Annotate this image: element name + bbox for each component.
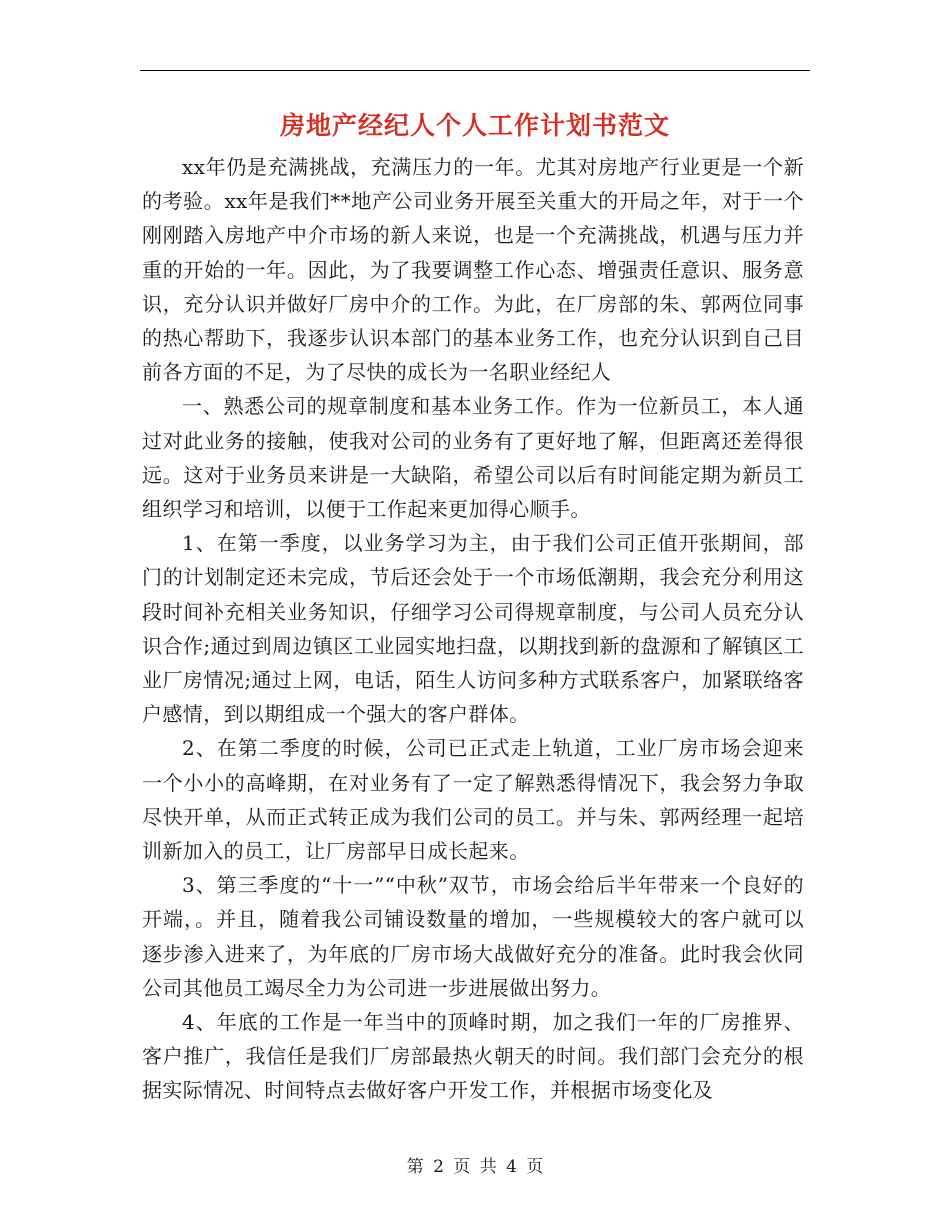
paragraph-quarter-3: 3、第三季度的“十一”“中秋”双节，市场会给后半年带来一个良好的开端，。并且，随着我公司铺设数量的增加，一些规模较大的客户就可以逐步渗入进来了，为年底的厂房市场大战做好充分的准备。此时我会伙同公司其他员工竭尽全力为公司进一步进展做出努力。: [142, 873, 804, 1000]
document-title: 房地产经纪人个人工作计划书范文: [279, 111, 670, 140]
paragraph-section-1: 一、熟悉公司的规章制度和基本业务工作。作为一位新员工，本人通过对此业务的接触，使我对公司的业务有了更好地了解，但距离还差得很远。这对于业务员来讲是一大缺陷，希望公司以后有时间能定期为新员工组织学习和培训，以便于工作起来更加得心顺手。: [142, 394, 804, 522]
page-number: 第 2 页 共 4 页: [406, 1157, 544, 1177]
paragraph-year-end: 4、年底的工作是一年当中的顶峰时期，加之我们一年的厂房推界、客户推广，我信任是我们厂房部最热火朝天的时间。我们部门会充分的根据实际情况、时间特点去做好客户开发工作，并根据市场变化及: [142, 1010, 804, 1103]
paragraph-quarter-2: 2、在第二季度的时候，公司已正式走上轨道，工业厂房市场会迎来一个小小的高峰期，在对业务有了一定了解熟悉得情况下，我会努力争取尽快开单，从而正式转正成为我们公司的员工。并与朱、郭两经理一起培训新加入的员工，让厂房部早日成长起来。: [142, 736, 804, 864]
paragraph-quarter-1: 1、在第一季度，以业务学习为主，由于我们公司正值开张期间，部门的计划制定还未完成，节后还会处于一个市场低潮期，我会充分利用这段时间补充相关业务知识，仔细学习公司得规章制度，与公司人员充分认识合作;通过到周边镇区工业园实地扫盘，以期找到新的盘源和了解镇区工业厂房情况;通过上网，电话，陌生人访问多种方式联系客户，加紧联络客户感情，到以期组成一个强大的客户群体。: [142, 531, 804, 727]
document-body: [142, 150, 804, 1108]
header-rule: [140, 70, 810, 71]
paragraph-intro: xx年仍是充满挑战，充满压力的一年。尤其对房地产行业更是一个新的考验。xx年是我们**地产公司业务开展至关重大的开局之年，对于一个刚刚踏入房地产中介市场的新人来说，也是一个充满挑战，机遇与压力并重的开始的一年。因此，为了我要调整工作心态、增强责任意识、服务意识，充分认识并做好厂房中介的工作。为此，在厂房部的朱、郭两位同事的热心帮助下，我逐步认识本部门的基本业务工作，也充分认识到自己目前各方面的不足，为了尽快的成长为一名职业经纪人: [142, 155, 804, 385]
